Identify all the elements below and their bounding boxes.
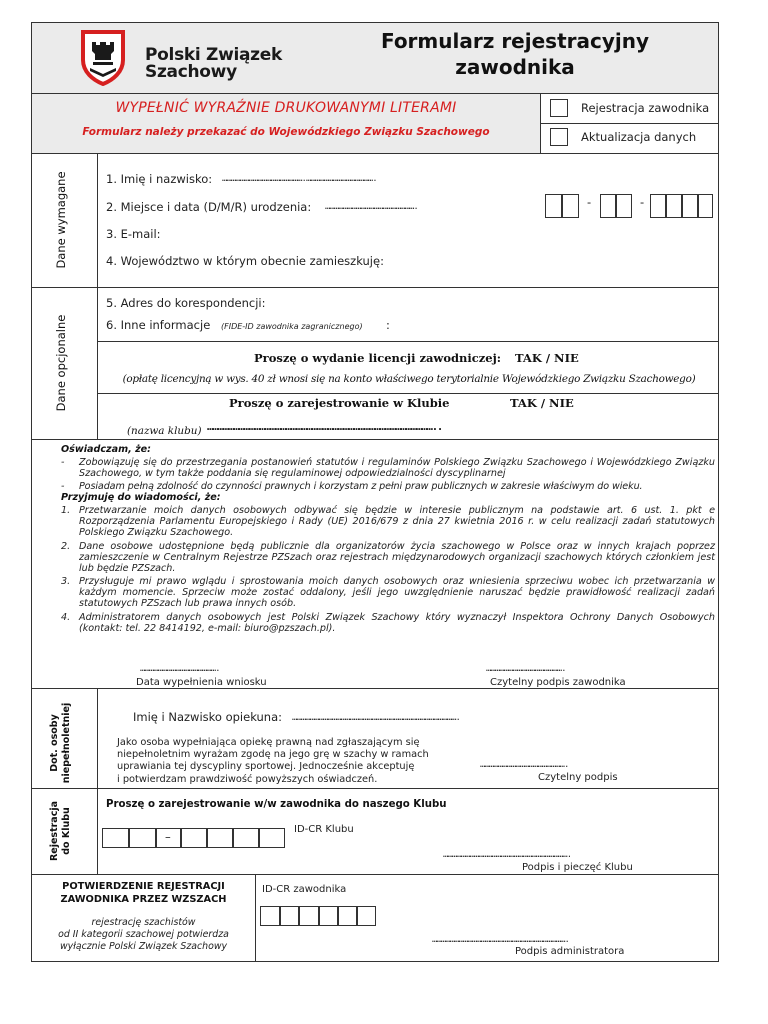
- club-id-dash: –: [165, 830, 171, 844]
- notice-item-1: Przetwarzanie moich danych osobowych odbywać się będzie w interesie publicznym na podstawie art. 6 ust. 1. pkt e Rozporządzenia Parlamentu Europejskiego i Rady (UE) 2016/679 z dnia 27 kwietnia 2016 r. w celu realizacji zadań statutowych Polskiego Związku Szachowego.: [79, 505, 715, 539]
- club-signature-input[interactable]: ………………………………………………………………………….: [443, 850, 572, 860]
- birth-year-digit-4[interactable]: [698, 194, 713, 218]
- club-registration-request: Proszę o zarejestrowanie w/w zawodnika do naszego Klubu: [106, 799, 447, 810]
- list-number: 3.: [61, 576, 71, 587]
- confirmation-note: rejestrację szachistów od II kategorii szachowej potwierdza wyłącznie Polski Związek Szachowy: [58, 917, 229, 952]
- section-club-label: Rejestracja do Klubu: [49, 800, 72, 862]
- player-id-digit-5[interactable]: [338, 906, 357, 926]
- list-number: 4.: [61, 612, 71, 623]
- notice-item-4: Administratorem danych osobowych jest Polski Związek Szachowy który wyznaczył Inspektora Ochrony Danych Osobowych (kontakt: tel. 22 8414192, e-mail: biuro@pzszach.pl).: [79, 612, 715, 635]
- birth-day-digit-1[interactable]: [545, 194, 562, 218]
- guardian-statement: Jako osoba wypełniająca opiekę prawną nad zgłaszającym się niepełnoletnim wyrażam zgodę na jego grę w szachy w ramach uprawiania tej dyscypliny sportowej. Jednocześnie akceptuję i potwierdzam prawdziwość powyższych oświadczeń.: [117, 737, 429, 785]
- club-id-digit-6[interactable]: [233, 828, 259, 848]
- notice-item-3: Przysługuje mi prawo wglądu i sprostowania moich danych osobowych oraz wniesienia sprzeciwu wobec ich przetwarzania w każdym momencie. Sprzeciw może zostać oddalony, jeśli jego uwzględnienie naruszać będzie prawidłowość realizacji zadań statutowych PZSzach lub prawa innych osób.: [79, 576, 715, 610]
- confirmation-title: POTWIERDZENIE REJESTRACJI ZAWODNIKA PRZEZ WZSZACH: [60, 881, 227, 905]
- submit-instruction: Formularz należy przekazać do Wojewódzkiego Związku Szachowego: [82, 126, 490, 138]
- name-input[interactable]: ……………………………………………….……………………………………….: [222, 174, 377, 184]
- club-signature-label: Podpis i pieczęć Klubu: [522, 862, 633, 873]
- pzszach-logo-icon: [77, 30, 129, 86]
- fill-instruction: WYPEŁNIĆ WYRAŹNIE DRUKOWANYMI LITERAMI: [115, 100, 457, 116]
- club-id-digit-2[interactable]: [129, 828, 156, 848]
- birth-month-digit-1[interactable]: [600, 194, 616, 218]
- declaration-item-1: Zobowiązuję się do przestrzegania postanowień statutów i regulaminów Polskiego Związku Szachowego i Wojewódzkiego Związku Szachowego, w tym także poddania się regulaminowej odpowiedzialności dyscyplinarnej: [79, 457, 715, 480]
- update-checkbox[interactable]: [550, 128, 568, 146]
- other-info-label: 6. Inne informacje: [106, 318, 211, 332]
- update-label: Aktualizacja danych: [581, 130, 697, 144]
- other-info-note: (FIDE-ID zawodnika zagranicznego): [221, 322, 363, 331]
- declaration-heading-1: Oświadczam, że:: [61, 444, 152, 455]
- birth-day-digit-2[interactable]: [562, 194, 579, 218]
- player-id-label: ID-CR zawodnika: [262, 884, 347, 895]
- guardian-signature-input[interactable]: ………………………………………………….: [480, 760, 569, 770]
- admin-signature-input[interactable]: ……………………………………………………………………………….: [432, 935, 569, 945]
- voivodeship-label: 4. Województwo w którym obecnie zamieszkuję:: [106, 254, 384, 268]
- address-label: 5. Adres do korespondencji:: [106, 296, 266, 310]
- list-number: 2.: [61, 541, 71, 552]
- player-id-digit-6[interactable]: [357, 906, 376, 926]
- date-label: Data wypełnienia wniosku: [136, 677, 267, 688]
- other-info-colon: :: [386, 318, 390, 332]
- guardian-signature-label: Czytelny podpis: [538, 772, 618, 783]
- bullet: -: [61, 481, 65, 492]
- registration-label: Rejestracja zawodnika: [581, 101, 710, 115]
- guardian-name-input[interactable]: ………………………………………………………………………………………………….: [292, 713, 460, 723]
- name-label: 1. Imię i nazwisko:: [106, 172, 213, 186]
- player-id-digit-2[interactable]: [280, 906, 299, 926]
- birth-year-digit-1[interactable]: [650, 194, 666, 218]
- registration-checkbox[interactable]: [550, 99, 568, 117]
- declaration-heading-2: Przyjmuję do wiadomości, że:: [61, 492, 221, 503]
- birth-year-digit-2[interactable]: [666, 194, 682, 218]
- club-id-digit-4[interactable]: [181, 828, 207, 848]
- notice-item-2: Dane osobowe udostępnione będą publicznie dla organizatorów życia szachowego w Polsce oraz w innych krajach poprzez zamieszczenie w Centralnym Rejestrze PZSzach oraz rejestrach międzynarodowych organizacji szachowych których członkiem jest lub będzie PZSzach.: [79, 541, 715, 575]
- club-request-label: Proszę o zarejestrowanie w Klubie: [229, 396, 450, 410]
- birth-label: 2. Miejsce i data (D/M/R) urodzenia:: [106, 200, 312, 214]
- club-id-digit-5[interactable]: [207, 828, 233, 848]
- list-number: 1.: [61, 505, 71, 516]
- date-separator: -: [640, 195, 645, 209]
- license-fee-note: (opłatę licencyjną w wys. 40 zł wnosi się na konto właściwego terytorialnie Wojewódzkiego Związku Szachowego): [122, 373, 696, 385]
- player-id-digit-1[interactable]: [260, 906, 280, 926]
- guardian-label: Imię i Nazwisko opiekuna:: [133, 710, 283, 724]
- date-separator: -: [587, 195, 592, 209]
- section-minor-label: Dot. osoby niepełnoletniej: [49, 702, 72, 784]
- club-id-digit-7[interactable]: [259, 828, 285, 848]
- player-signature-label: Czytelny podpis zawodnika: [490, 677, 626, 688]
- club-name-label: (nazwa klubu): [127, 425, 202, 437]
- club-id-label: ID-CR Klubu: [294, 824, 354, 835]
- section-required-label: Dane wymagane: [54, 171, 68, 269]
- club-id-digit-1[interactable]: [102, 828, 129, 848]
- player-signature-input[interactable]: …………………………………………….: [486, 664, 566, 674]
- birth-year-digit-3[interactable]: [682, 194, 698, 218]
- bullet: -: [61, 457, 65, 468]
- club-name-input[interactable]: …………………………………………………………………………………………………………………..: [207, 420, 443, 433]
- player-id-digit-4[interactable]: [319, 906, 338, 926]
- license-request-label: Proszę o wydanie licencji zawodniczej:: [254, 351, 502, 365]
- declaration-item-2: Posiadam pełną zdolność do czynności prawnych i korzystam z pełni praw publicznych w zakresie właściwym do wieku.: [79, 481, 643, 492]
- player-id-digit-3[interactable]: [299, 906, 319, 926]
- admin-signature-label: Podpis administratora: [515, 946, 625, 957]
- birth-month-digit-2[interactable]: [616, 194, 632, 218]
- org-name-line1: Polski Związek: [145, 45, 282, 65]
- email-label: 3. E-mail:: [106, 227, 161, 241]
- form-title-line2: zawodnika: [455, 55, 575, 79]
- date-input[interactable]: …………………………………………….: [140, 664, 220, 674]
- form-title-line1: Formularz rejestracyjny: [380, 29, 650, 53]
- club-choice[interactable]: TAK / NIE: [510, 396, 574, 410]
- org-name-line2: Szachowy: [145, 62, 237, 82]
- license-choice[interactable]: TAK / NIE: [515, 351, 579, 365]
- section-optional-label: Dane opcjonalne: [54, 314, 68, 412]
- birth-place-input[interactable]: …………………………………………………….: [325, 202, 418, 212]
